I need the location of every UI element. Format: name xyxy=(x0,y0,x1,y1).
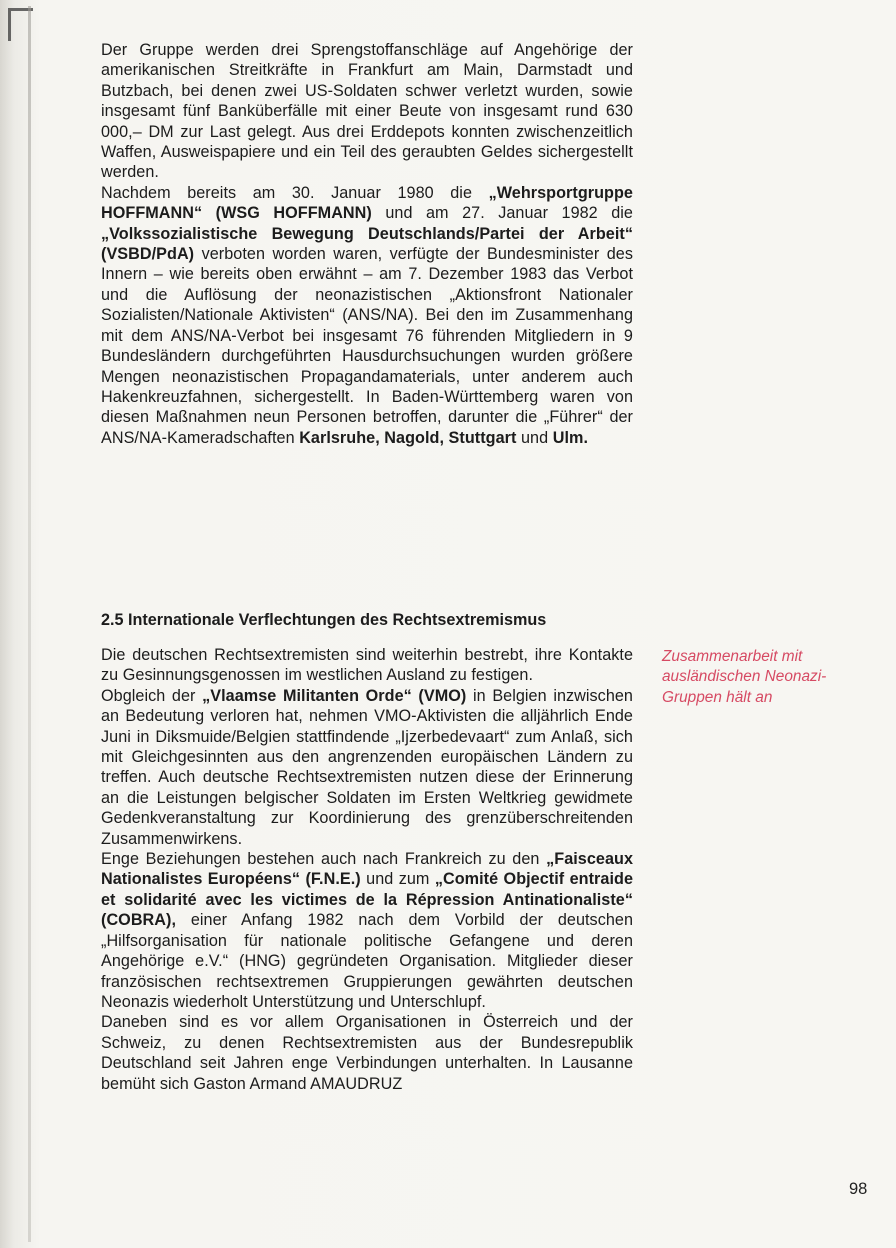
text-run: und zum xyxy=(360,870,435,889)
bold-text-run: „Volkssozialistische Bewegung Deutschlands/Partei der Arbeit“ (VSBD/PdA) xyxy=(101,224,633,264)
text-run: und am 27. Januar 1982 die xyxy=(371,204,633,223)
text-run: Daneben sind es vor allem Organisationen in Österreich und der Schweiz, zu denen Rechtsextremisten aus der Bundesrepublik Deutschland seit Jahren enge Verbindungen unterhalten. In Lausanne bemüht sich Gaston Armand AMAUDRUZ xyxy=(101,1013,633,1093)
text-run: Enge Beziehungen bestehen auch nach Frankreich zu den xyxy=(101,850,547,869)
paragraph xyxy=(101,686,633,849)
paragraph xyxy=(101,40,633,183)
margin-note: Zusammenarbeit mit ausländischen Neonazi-Gruppen hält an xyxy=(662,648,827,706)
paragraph xyxy=(101,183,633,448)
bold-text-run: Ulm. xyxy=(552,428,588,447)
text-run: einer Anfang 1982 nach dem Vorbild der deutschen „Hilfsorganisation für nationale politische Gefangene und deren Angehörige e.V.“ (HNG) gegründeten Organisation. Mitglieder dieser französischen rechtsextremen Gruppierungen gewährten deutschen Neonazis wiederholt Unterstützung und Unterschlupf. xyxy=(101,911,633,1011)
bold-text-run: „Comité Objectif entraide et solidarité avec les victimes de la Répression Antinationaliste“ (COBRA), xyxy=(101,870,633,930)
text-run: verboten worden waren, verfügte der Bundesminister des Innern – wie bereits oben erwähnt – am 7. Dezember 1983 das Verbot und die Auflösung der neonazistischen „Aktionsfront Nationaler Sozialisten/Nationale Aktivisten“ (ANS/NA). Bei den im Zusammenhang mit dem ANS/NA-Verbot bei insgesamt 76 führenden Mitgliedern in 9 Bundesländern durchgeführten Hausdurchsuchungen wurden größere Mengen neonazistischen Propagandamaterials, unter anderem auch Hakenkreuzfahnen, sichergestellt. In Baden-Württemberg waren von diesen Maßnahmen neun Personen betroffen, darunter die „Führer“ der ANS/NA-Kameradschaften xyxy=(101,245,633,447)
paragraph xyxy=(101,1012,633,1094)
binding-shadow xyxy=(28,6,31,1242)
text-run: Obgleich der xyxy=(101,686,203,705)
bold-text-run: „Wehrsportgruppe HOFFMANN“ (WSG HOFFMANN) xyxy=(101,183,633,223)
body-text-section xyxy=(101,645,633,1094)
paragraph xyxy=(101,849,633,1012)
text-run: Nachdem bereits am 30. Januar 1980 die xyxy=(101,183,489,202)
bold-text-run: Karlsruhe, Nagold, Stuttgart xyxy=(299,428,517,447)
body-text-top xyxy=(101,40,633,448)
text-run: in Belgien inzwischen an Bedeutung verloren hat, nehmen VMO-Aktivisten die alljährlich Ende Juni in Diksmuide/Belgien stattfindende „Ijzerbedevaart“ zum Anlaß, sich mit Gleichgesinnten aus den angrenzenden europäischen Ländern zu treffen. Auch deutsche Rechtsextremisten nutzen diese der Erinnerung an die Leistungen belgischer Soldaten im Ersten Weltkrieg gewidmete Gedenkveranstaltung zur Koordinierung des grenzüberschreitenden Zusammenwirkens. xyxy=(101,686,633,848)
page-number: 98 xyxy=(849,1180,868,1198)
text-run: und xyxy=(516,428,553,447)
bold-text-run: „Faisceaux Nationalistes Européens“ (F.N.E.) xyxy=(101,850,633,889)
section-heading: 2.5 Internationale Verflechtungen des Rechtsextremismus xyxy=(101,611,547,629)
paragraph xyxy=(101,645,633,686)
text-run: Der Gruppe werden drei Sprengstoffanschläge auf Angehörige der amerikanischen Streitkräfte in Frankfurt am Main, Darmstadt und Butzbach, bei denen zwei US-Soldaten schwer verletzt wurden, sowie insgesamt fünf Banküberfälle mit einer Beute von insgesamt rund 630 000,– DM zur Last gelegt. Aus drei Erddepots konnten zwischenzeitlich Waffen, Ausweispapiere und ein Teil des geraubten Geldes sichergestellt werden. xyxy=(101,41,633,182)
text-run: Die deutschen Rechtsextremisten sind weiterhin bestrebt, ihre Kontakte zu Gesinnungsgenossen im westlichen Ausland zu festigen. xyxy=(101,646,633,685)
bold-text-run: „Vlaamse Militanten Orde“ (VMO) xyxy=(202,686,467,705)
